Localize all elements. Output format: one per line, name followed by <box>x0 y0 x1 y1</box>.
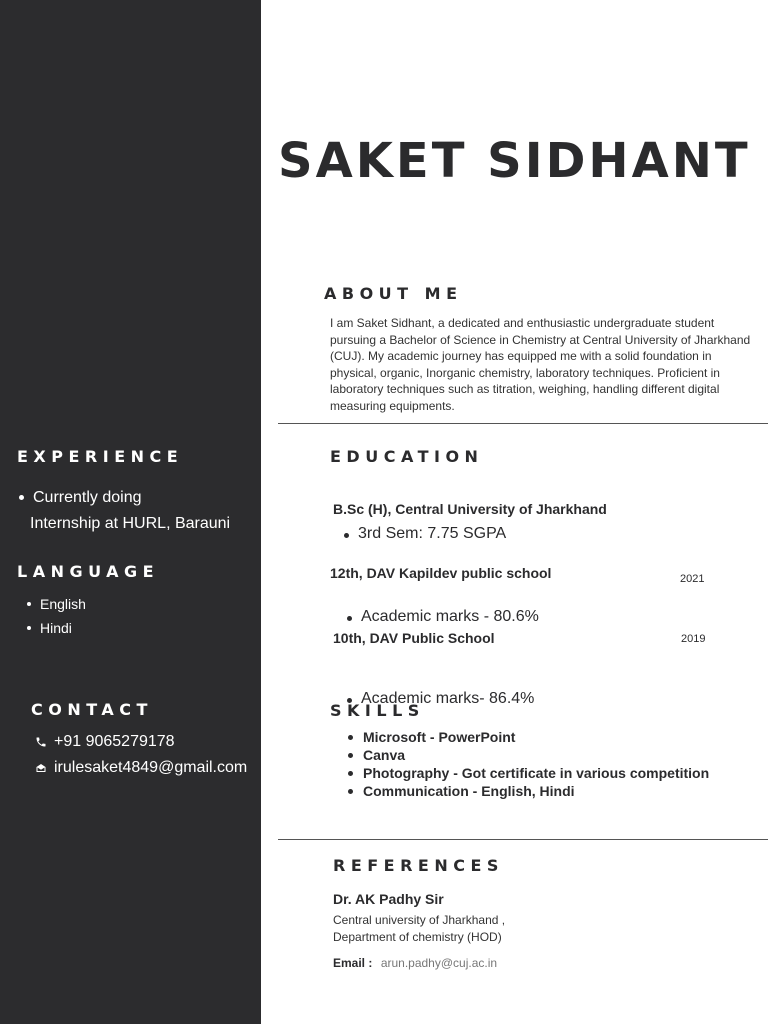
list-item <box>0 616 220 640</box>
list-item <box>343 728 709 746</box>
list-item <box>343 746 709 764</box>
skill-item: Microsoft - PowerPoint <box>363 729 516 745</box>
experience-list <box>3 485 258 537</box>
education-heading: EDUCATION <box>330 447 484 466</box>
contact-phone: +91 9065279178 <box>54 733 175 750</box>
contact-phone-row <box>35 729 175 755</box>
skills-heading: SKILLS <box>330 701 425 720</box>
contact-email-row <box>35 755 247 781</box>
bullet-icon <box>348 789 353 794</box>
list-item <box>343 782 709 800</box>
list-item <box>3 485 258 537</box>
bullet-icon <box>19 495 24 500</box>
skill-item: Photography - Got certificate in various competition <box>363 765 710 781</box>
bullet-icon <box>344 533 349 538</box>
reference-department: Department of chemistry (HOD) <box>333 930 502 944</box>
education-title-10th: 10th, DAV Public School <box>333 630 495 646</box>
bullet-icon <box>348 753 353 758</box>
education-detail-text: Academic marks- 86.4% <box>361 690 535 707</box>
reference-email-row <box>333 954 497 972</box>
language-heading: LANGUAGE <box>17 562 160 581</box>
bullet-icon <box>348 771 353 776</box>
education-detail-12th <box>341 608 768 626</box>
contact-heading: CONTACT <box>31 700 153 719</box>
reference-institution: Central university of Jharkhand , <box>333 913 506 927</box>
bullet-icon <box>27 602 31 606</box>
bullet-icon <box>348 735 353 740</box>
list-item <box>343 764 709 782</box>
language-list <box>0 592 220 640</box>
divider <box>278 423 768 424</box>
skill-item: Communication - English, Hindi <box>363 783 575 799</box>
about-text: I am Saket Sidhant, a dedicated and enthusiastic undergraduate student pursuing a Bachelor of Science in Chemistry at Central University of Jharkhand (CUJ). My academic journey has equipped me with a solid foundation in physical, organic, Inorganic chemistry, laboratory techniques. Proficient in laboratory techniques such as titration, weighing, handling different digital measuring equipments. <box>330 316 751 413</box>
skill-item: Canva <box>363 747 406 763</box>
contact-email: irulesaket4849@gmail.com <box>54 759 248 776</box>
about-heading: ABOUT ME <box>324 284 463 303</box>
page-title: SAKET SIDHANT <box>278 133 751 189</box>
list-item <box>0 592 220 616</box>
education-title-bsc: B.Sc (H), Central University of Jharkhand <box>333 501 607 517</box>
reference-email-label: Email : <box>333 956 373 970</box>
phone-icon <box>35 736 47 748</box>
experience-heading: EXPERIENCE <box>17 447 184 466</box>
reference-name: Dr. AK Padhy Sir <box>333 891 444 907</box>
education-year-10th: 2019 <box>681 633 706 645</box>
bullet-icon <box>27 626 31 630</box>
education-detail-bsc <box>338 525 768 543</box>
experience-line-1: Currently doing <box>33 489 142 506</box>
reference-email: arun.padhy@cuj.ac.in <box>380 956 498 970</box>
sidebar <box>0 0 261 1024</box>
language-english: English <box>40 596 86 612</box>
language-hindi: Hindi <box>40 620 72 636</box>
skills-list <box>343 728 709 800</box>
experience-line-2: Internship at HURL, Barauni <box>30 515 231 532</box>
bullet-icon <box>347 616 352 621</box>
education-detail-text: Academic marks - 80.6% <box>361 608 539 625</box>
references-heading: REFERENCES <box>333 856 504 875</box>
mail-icon <box>35 762 47 774</box>
divider <box>278 839 768 840</box>
education-title-12th: 12th, DAV Kapildev public school <box>330 565 552 581</box>
education-detail-text: 3rd Sem: 7.75 SGPA <box>358 525 507 542</box>
education-year-12th: 2021 <box>680 573 705 585</box>
